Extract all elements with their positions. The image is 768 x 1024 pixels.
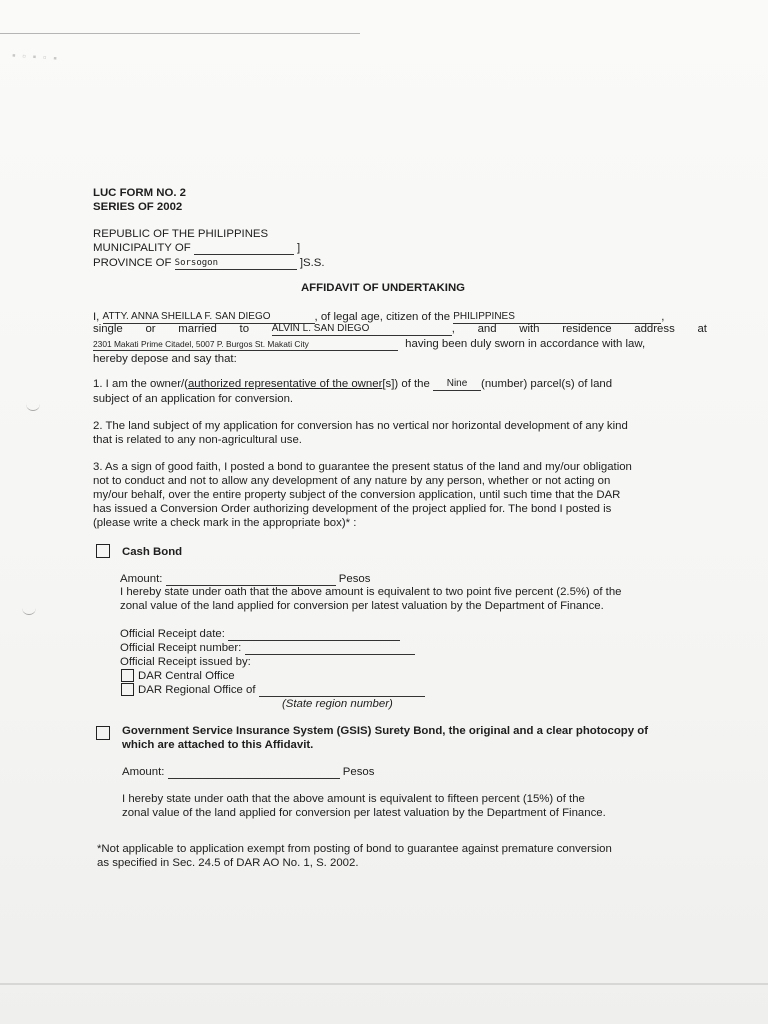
civil-status-married: married — [178, 323, 217, 335]
paragraph-1-line-2: subject of an application for conversion. — [93, 393, 294, 405]
province-label: PROVINCE OF — [93, 257, 172, 269]
cash-oath-line-1: I hereby state under oath that the above amount is equivalent to two point five percent (2.5%) of the — [120, 586, 622, 598]
footnote-line-2: as specified in Sec. 24.5 of DAR AO No. 1, S. 2002. — [97, 857, 359, 869]
municipality-field[interactable] — [194, 254, 294, 255]
paragraph-1-line-1 — [93, 377, 713, 391]
footnote-line-1: *Not applicable to application exempt from posting of bond to guarantee against premature conversion — [97, 843, 612, 855]
intro-line-3 — [93, 337, 713, 351]
intro-line-2 — [93, 322, 707, 336]
word-residence: residence — [562, 323, 612, 335]
republic-line: REPUBLIC OF THE PHILIPPINES — [93, 228, 269, 240]
gsis-oath-line-2: zonal value of the land applied for conversion per latest valuation by the Department of Finance. — [122, 807, 606, 819]
municipality-label: MUNICIPALITY OF — [93, 242, 191, 254]
province-field[interactable]: Sorsogon — [175, 257, 297, 270]
dar-central-label: DAR Central Office — [138, 670, 235, 682]
dar-regional-label: DAR Regional Office of — [138, 684, 256, 696]
cash-bond-label: Cash Bond — [122, 546, 183, 558]
receipt-number-label: Official Receipt number: — [120, 642, 242, 654]
cash-pesos-label: Pesos — [338, 573, 371, 585]
p1-mid: [s]) of the — [382, 378, 430, 390]
paragraph-3-line-2: not to conduct and not to allow any development of any nature by any person, whether or not acting on — [93, 475, 611, 487]
intro-legal-age: , of legal age, citizen of the — [314, 311, 451, 323]
address-field[interactable]: 2301 Makati Prime Citadel, 5007 P. Burgos St. Makati City — [93, 338, 398, 351]
cash-bond-amount-line — [120, 572, 740, 586]
receipt-date-label: Official Receipt date: — [120, 628, 225, 640]
state-region-hint: (State region number) — [282, 698, 393, 710]
word-and: and — [477, 323, 497, 335]
gsis-oath-line-1: I hereby state under oath that the above amount is equivalent to fifteen percent (15%) of the — [122, 793, 585, 805]
p1-start: 1. I am the owner/( — [93, 378, 188, 390]
receipt-issued-label: Official Receipt issued by: — [120, 656, 251, 668]
cash-bond-checkbox[interactable] — [96, 544, 110, 558]
scan-edge-line — [0, 33, 360, 34]
dar-regional-checkbox[interactable] — [121, 683, 134, 696]
word-to: to — [239, 323, 250, 335]
paragraph-3-line-3: my/our behalf, over the entire property subject of the conversion application, until such time that the DAR — [93, 489, 621, 501]
faint-stamp-mark: ▪ ▫ ▪ ▫ ▪ — [11, 50, 60, 65]
gsis-amount-line — [122, 765, 742, 779]
dar-regional-line — [138, 683, 758, 697]
dar-central-checkbox[interactable] — [121, 669, 134, 682]
civil-status-single: single — [93, 323, 123, 335]
affiant-name-field[interactable]: ATTY. ANNA SHEILLA F. SAN DIEGO — [103, 311, 315, 324]
paragraph-2-line-2: that is related to any non-agricultural use. — [93, 434, 302, 446]
form-number: LUC FORM NO. 2 — [93, 187, 187, 199]
word-with: with — [519, 323, 540, 335]
intro-pronoun: I, — [93, 311, 100, 323]
depose-text: hereby depose and say that: — [93, 353, 237, 365]
gsis-bond-line-1: Government Service Insurance System (GSIS) Surety Bond, the original and a clear photocopy of — [122, 725, 648, 737]
gsis-pesos-label: Pesos — [342, 766, 375, 778]
gsis-bond-checkbox[interactable] — [96, 726, 110, 740]
word-or: or — [145, 323, 156, 335]
municipality-line — [93, 241, 713, 255]
paragraph-3-line-5: (please write a check mark in the appropriate box)* : — [93, 517, 357, 529]
cash-oath-line-2: zonal value of the land applied for conversion per latest valuation by the Department of Finance. — [120, 600, 604, 612]
receipt-date-line — [120, 627, 740, 641]
cash-amount-label: Amount: — [120, 573, 163, 585]
receipt-number-line — [120, 641, 740, 655]
scan-edge-line-bottom — [0, 983, 768, 985]
province-line — [93, 256, 713, 270]
intro-comma: , — [661, 311, 665, 323]
p1-underlined: authorized representative of the owner — [187, 378, 383, 390]
word-address: address — [634, 323, 675, 335]
gsis-amount-label: Amount: — [122, 766, 165, 778]
punch-hole-mark — [26, 404, 40, 411]
punch-hole-mark — [22, 608, 36, 615]
p1-end: (number) parcel(s) of land — [481, 378, 613, 390]
parcels-count-field[interactable]: Nine — [433, 378, 481, 391]
form-series: SERIES OF 2002 — [93, 201, 183, 213]
spouse-field[interactable]: ALVIN L. SAN DIEGO — [272, 323, 452, 336]
word-at: at — [697, 323, 707, 335]
paragraph-3-line-1: 3. As a sign of good faith, I posted a bond to guarantee the present status of the land and my/our obligation — [93, 461, 632, 473]
sworn-text: having been duly sworn in accordance with law, — [405, 338, 646, 350]
affidavit-title: AFFIDAVIT OF UNDERTAKING — [300, 282, 466, 294]
province-bracket: ]S.S. — [299, 257, 325, 269]
gsis-amount-field[interactable] — [168, 778, 340, 779]
municipality-bracket: ] — [297, 242, 301, 254]
spouse-comma: , — [451, 323, 455, 335]
paragraph-2-line-1: 2. The land subject of my application for conversion has no vertical nor horizontal development of any kind — [93, 420, 628, 432]
paragraph-3-line-4: has issued a Conversion Order authorizing development of the project applied for. The bond I posted is — [93, 503, 612, 515]
gsis-bond-line-2: which are attached to this Affidavit. — [122, 739, 314, 751]
citizenship-field[interactable]: PHILIPPINES — [453, 311, 661, 324]
